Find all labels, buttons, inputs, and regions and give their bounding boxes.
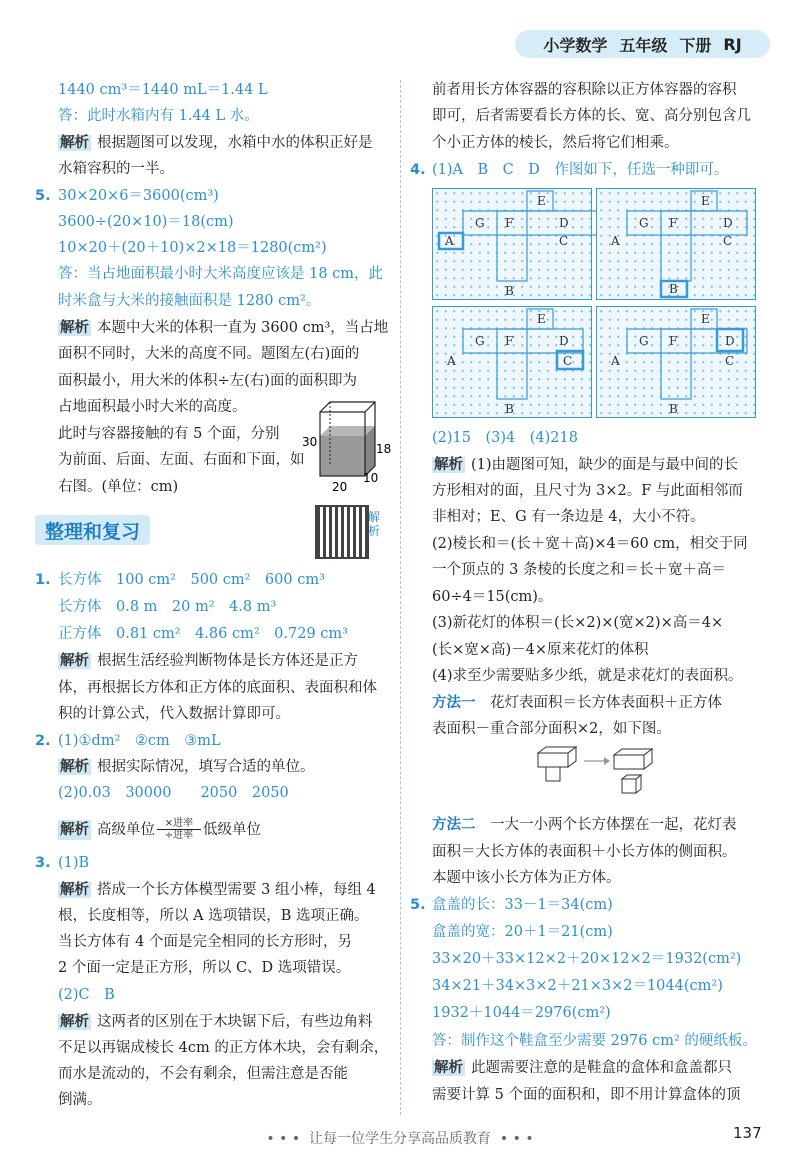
left-line: 而水是流动的，不会有剩余，但需注意是否能 [58, 1066, 348, 1082]
left-line: 1440 cm³＝1440 mL＝1.44 L [58, 82, 268, 98]
analysis-tag: 解析 [60, 135, 89, 151]
left-line: 时米盒与大米的接触面积是 1280 cm²。 [58, 293, 321, 309]
net-label-b: B [505, 284, 514, 298]
net-label-g: G [639, 216, 649, 230]
left-line: 此时与容器接触的有 5 个面，分别 [58, 426, 280, 442]
question-number: 5. [410, 897, 426, 913]
analysis-line [58, 318, 388, 338]
analysis-tag: 解析 [434, 1060, 463, 1076]
net-label-f: F [505, 216, 514, 230]
net-label-c: C [559, 234, 569, 248]
right-line: (1)A B C D 作图如下，任选一种即可。 [432, 162, 729, 178]
net-label-f: F [669, 334, 678, 348]
analysis-text: 此题需要注意的是鞋盒的盒体和盒盖都只 [471, 1060, 732, 1076]
net-label-e: E [701, 312, 710, 326]
analysis-tag: 解析 [60, 821, 89, 838]
net-grid-2 [596, 188, 756, 300]
analysis-line [58, 818, 261, 841]
net-label-b: B [669, 282, 678, 296]
analysis-tag: 解析 [434, 457, 463, 473]
lantern-figure [532, 745, 662, 805]
net-grid-3 [432, 306, 592, 418]
right-line: 即可，后者需要看长方体的长、宽、高分别包含几 [432, 108, 751, 124]
right-line: 需要计算 5 个面的面积和，即不用计算盒体的顶 [432, 1087, 741, 1103]
net-label-d: D [559, 334, 569, 348]
net-grid-1 [432, 188, 592, 300]
net-label-c: C [725, 354, 735, 368]
left-line: 水箱容积的一半。 [58, 161, 174, 177]
left-line: (1)B [58, 855, 90, 871]
net-label-g: G [475, 334, 485, 348]
net-label-c: C [563, 354, 573, 368]
net-grid-4 [596, 306, 756, 418]
analysis-line [58, 651, 358, 671]
method-text: 一大一小两个长方体摆在一起，花灯表 [490, 817, 737, 833]
analysis-line [58, 1012, 373, 1032]
footer [0, 1128, 800, 1148]
analysis-text: 根据题图可以发现，水箱中水的体积正好是 [97, 135, 373, 151]
net-label-b: B [505, 402, 514, 416]
net-label-g: G [475, 216, 485, 230]
question-number: 5. [35, 188, 51, 204]
right-line: 本题中该小长方体为正方体。 [432, 870, 621, 886]
dim-width: 10 [363, 471, 379, 485]
left-line: 为前面、后面、左面、右面和下面，如 [58, 452, 305, 468]
analysis-line [58, 757, 315, 777]
right-line: 一个顶点的 3 条棱的长度之和＝长＋宽＋高＝ [432, 562, 726, 578]
arrow-down-label: ÷进率 [164, 830, 194, 841]
net-label-f: F [669, 216, 678, 230]
right-line: 方形相对的面，且尺寸为 3×2。F 与此面相邻而 [432, 483, 743, 499]
left-line: 答：此时水箱内有 1.44 L 水。 [58, 108, 259, 124]
qr-code[interactable] [315, 505, 369, 559]
question-number: 4. [410, 162, 426, 178]
left-line: 面积最小，用大米的体积÷左(右)面的面积即为 [58, 373, 357, 389]
analysis-line [58, 133, 373, 153]
right-line: 33×20＋33×12×2＋20×12×2＝1932(cm²) [432, 951, 742, 967]
footer-dots-left: • • • [266, 1131, 301, 1147]
unit-low: 低级单位 [203, 821, 261, 838]
right-line: (3)新花灯的体积＝(长×2)×(宽×2)×高＝4× [432, 615, 724, 631]
left-line: 占地面积最小时大米的高度。 [58, 399, 247, 415]
analysis-text: (1)由题图可知，缺少的面是与最中间的长 [471, 457, 739, 473]
right-line: 面积＝大长方体的表面积＋小长方体的侧面积。 [432, 844, 737, 860]
right-line: 表面积－重合部分面积×2，如下图。 [432, 721, 671, 737]
left-line: 右图。(单位：cm) [58, 479, 179, 495]
right-line: (2)棱长和＝(长＋宽＋高)×4＝60 cm，相交于同 [432, 536, 748, 552]
question-number: 1. [35, 572, 51, 588]
analysis-text: 本题中大米的体积一直为 3600 cm³，当占地 [97, 320, 389, 336]
left-line: 3600÷(20×10)＝18(cm) [58, 214, 234, 230]
net-drawing-1 [433, 189, 591, 299]
right-line: 答：制作这个鞋盒至少需要 2976 cm² 的硬纸板。 [432, 1033, 757, 1049]
left-line: 正方体 0.81 cm² 4.86 cm² 0.729 cm³ [58, 626, 348, 642]
left-line: 积的计算公式，代入数据计算即可。 [58, 706, 290, 722]
net-drawing-3 [433, 307, 591, 417]
left-line: (2)C B [58, 987, 115, 1003]
analysis-line [432, 455, 738, 475]
net-label-g: G [639, 334, 649, 348]
header-grade: 五年级 [619, 35, 668, 55]
analysis-tag: 解析 [60, 882, 89, 898]
left-line: 面积不同时，大米的高度不同。题图左(右)面的 [58, 346, 360, 362]
footer-slogan: 让每一位学生分享高品质教育 [309, 1131, 491, 1147]
analysis-tag: 解析 [60, 759, 89, 775]
section-title: 整理和复习 [35, 515, 150, 545]
left-line: 不足以再锯成棱长 4cm 的正方体木块，会有剩余， [58, 1040, 389, 1056]
right-line: 个小正方体的棱长，然后将它们相乘。 [432, 135, 679, 151]
column-divider [400, 80, 401, 1115]
left-line: 当长方体有 4 个面是完全相同的长方形时，另 [58, 934, 352, 950]
net-label-a: A [445, 234, 454, 248]
net-label-e: E [537, 312, 546, 326]
conversion-arrows [157, 818, 201, 841]
dim-water: 18 [376, 442, 392, 456]
net-label-f: F [505, 334, 514, 348]
analysis-tag: 解析 [60, 320, 89, 336]
header-term: 下册 [679, 35, 712, 55]
left-line: 根，长度相等，所以 A 选项错误，B 选项正确。 [58, 908, 369, 924]
right-line: 盒盖的长：33－1＝34(cm) [432, 897, 613, 913]
question-number: 3. [35, 855, 51, 871]
net-label-c: C [723, 234, 733, 248]
analysis-line [58, 880, 376, 900]
question-number: 2. [35, 733, 51, 749]
analysis-text: 根据生活经验判断物体是长方体还是正方 [97, 653, 358, 669]
left-line: 长方体 100 cm² 500 cm² 600 cm³ [58, 572, 325, 588]
left-line: 30×20×6＝3600(cm³) [58, 188, 219, 204]
method-line [432, 693, 722, 713]
page-header [515, 30, 770, 58]
net-label-e: E [537, 194, 546, 208]
right-line: 60÷4＝15(cm)。 [432, 589, 553, 605]
left-line: 长方体 0.8 m 20 m² 4.8 m³ [58, 599, 277, 615]
arrow-up-label: ×进率 [164, 818, 194, 829]
dim-length: 20 [332, 480, 348, 494]
net-drawing-4 [597, 307, 755, 417]
analysis-tag: 解析 [60, 1014, 89, 1030]
dim-height: 30 [302, 435, 318, 449]
net-label-d: D [723, 216, 733, 230]
right-line: (2)15 (3)4 (4)218 [432, 430, 578, 446]
method-one-label: 方法一 [432, 695, 476, 711]
left-line: 倒满。 [58, 1092, 102, 1108]
left-line: (2)0.03 30000 2050 2050 [58, 785, 289, 801]
right-line: 34×21＋34×3×2＋21×3×2＝1044(cm²) [432, 978, 723, 994]
analysis-line [432, 1058, 732, 1078]
header-edition: RJ [723, 34, 742, 54]
left-line: 体，再根据长方体和正方体的底面积、表面积和体 [58, 680, 377, 696]
left-line: 2 个面一定是正方形，所以 C、D 选项错误。 [58, 960, 351, 976]
analysis-tag: 解析 [60, 653, 89, 669]
net-label-d: D [559, 216, 569, 230]
rice-box-figure [298, 396, 392, 496]
net-drawing-2 [597, 189, 755, 299]
header-subject: 小学数学 [543, 35, 608, 55]
net-label-e: E [701, 194, 710, 208]
net-label-a: A [611, 354, 620, 368]
unit-high: 高级单位 [97, 821, 155, 838]
right-line: (4)求至少需要贴多少纸，就是求花灯的表面积。 [432, 668, 743, 684]
analysis-text: 根据实际情况，填写合适的单位。 [97, 759, 315, 775]
right-line: 非相对；E、G 有一条边是 4，大小不符。 [432, 509, 705, 525]
footer-dots-right: • • • [499, 1131, 534, 1147]
method-text: 花灯表面积＝长方体表面积＋正方体 [490, 695, 722, 711]
method-line [432, 815, 737, 835]
net-label-d: D [725, 334, 735, 348]
qr-label: 解析 [368, 510, 381, 538]
left-line: (1)①dm² ②cm ③mL [58, 733, 221, 749]
analysis-text: 这两者的区别在于木块锯下后，有些边角料 [97, 1014, 373, 1030]
net-label-a: A [611, 234, 620, 248]
right-line: 盒盖的宽：20＋1＝21(cm) [432, 924, 613, 940]
analysis-text: 搭成一个长方体模型需要 3 组小棒，每组 4 [97, 882, 376, 898]
left-line: 10×20＋(20＋10)×2×18＝1280(cm²) [58, 240, 327, 256]
left-line: 答：当占地面积最小时大米高度应该是 18 cm，此 [58, 266, 384, 282]
right-line: 1932＋1044＝2976(cm²) [432, 1005, 611, 1021]
page-number: 137 [733, 1124, 762, 1142]
right-line: 前者用长方体容器的容积除以正方体容器的容积 [432, 82, 737, 98]
net-label-b: B [669, 402, 678, 416]
method-two-label: 方法二 [432, 817, 476, 833]
right-line: (长×宽×高)－4×原来花灯的体积 [432, 642, 649, 658]
net-label-a: A [447, 354, 456, 368]
